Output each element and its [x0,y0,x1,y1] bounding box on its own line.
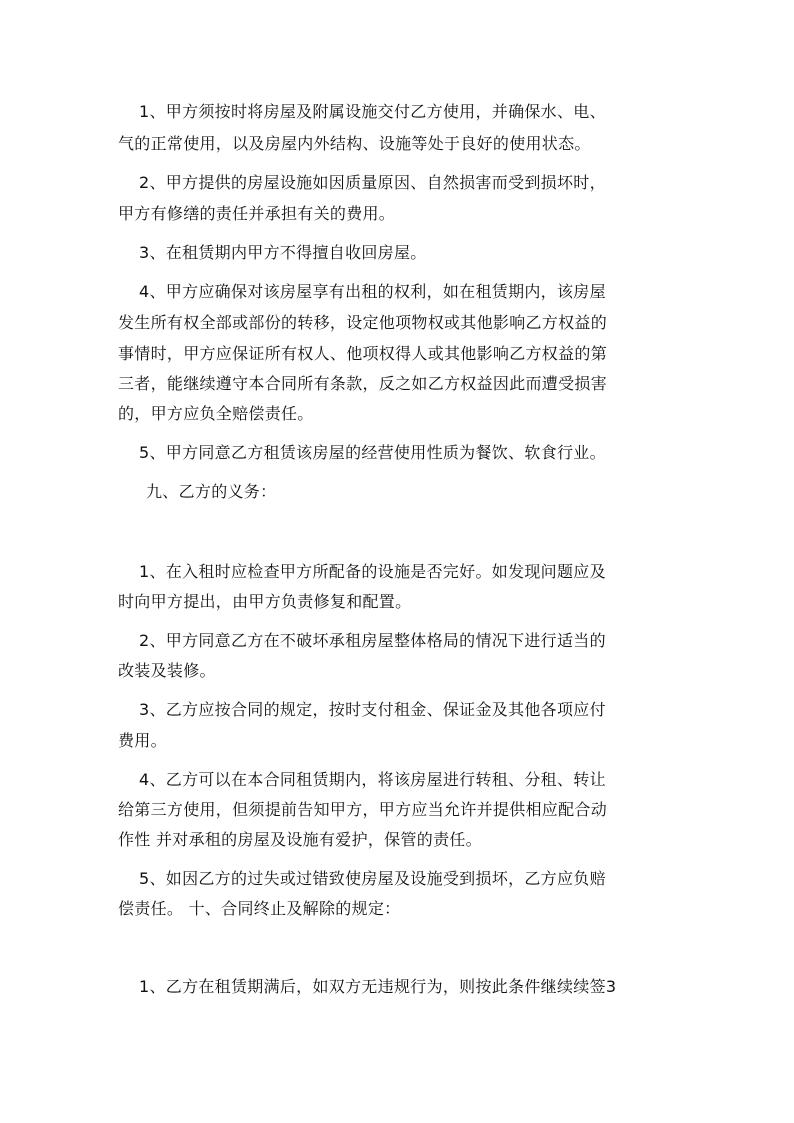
clause-line: 2、甲方提供的房屋设施如因质量原因、自然损害而受到损坏时， [139,173,606,192]
clause-line: 1、在入租时应检查甲方所配备的设施是否完好。如发现问题应及 [139,562,606,581]
clause-line: 5、如因乙方的过失或过错致使房屋及设施受到损坏，乙方应负赔 [139,869,606,888]
clause-line: 发生所有权全部或部份的转移，设定他项物权或其他影响乙方权益的 [118,313,608,332]
clause-line: 4、甲方应确保对该房屋享有出租的权利，如在租赁期内，该房屋 [139,282,606,301]
clause-line: 甲方有修缮的责任并承担有关的费用。 [118,204,396,223]
section-heading: 九、乙方的义务： [146,482,277,501]
clause-line: 事情时，甲方应保证所有权人、他项权得人或其他影响乙方权益的第 [118,344,608,363]
clause-line: 三者，能继续遵守本合同所有条款，反之如乙方权益因此而遭受损害 [118,374,608,393]
clause-line: 4、乙方可以在本合同租赁期内，将该房屋进行转租、分租、转让 [139,770,606,789]
clause-line: 作性 并对承租的房屋及设施有爱护，保管的责任。 [118,830,482,849]
clause-line: 改装及装修。 [118,661,216,680]
clause-line: 1、乙方在租赁期满后，如双方无违规行为，则按此条件继续续签3 [139,977,617,996]
clause-line: 1、甲方须按时将房屋及附属设施交付乙方使用，并确保水、电、 [139,102,606,121]
clause-line: 3、乙方应按合同的规定，按时支付租金、保证金及其他各项应付 [139,700,606,719]
clause-line: 2、甲方同意乙方在不破坏承租房屋整体格局的情况下进行适当的 [139,631,606,650]
clause-line: 3、在租赁期内甲方不得擅自收回房屋。 [139,243,427,262]
clause-line: 气的正常使用，以及房屋内外结构、设施等处于良好的使用状态。 [118,134,591,153]
clause-line: 偿责任。 十、合同终止及解除的规定： [118,899,401,918]
clause-line: 费用。 [118,731,167,750]
clause-line: 时向甲方提出，由甲方负责修复和配置。 [118,592,412,611]
clause-line: 5、甲方同意乙方租赁该房屋的经营使用性质为餐饮、软食行业。 [139,443,606,462]
clause-line: 给第三方使用，但须提前告知甲方，甲方应当允许并提供相应配合动 [118,800,608,819]
clause-line: 的，甲方应负全赔偿责任。 [118,404,314,423]
